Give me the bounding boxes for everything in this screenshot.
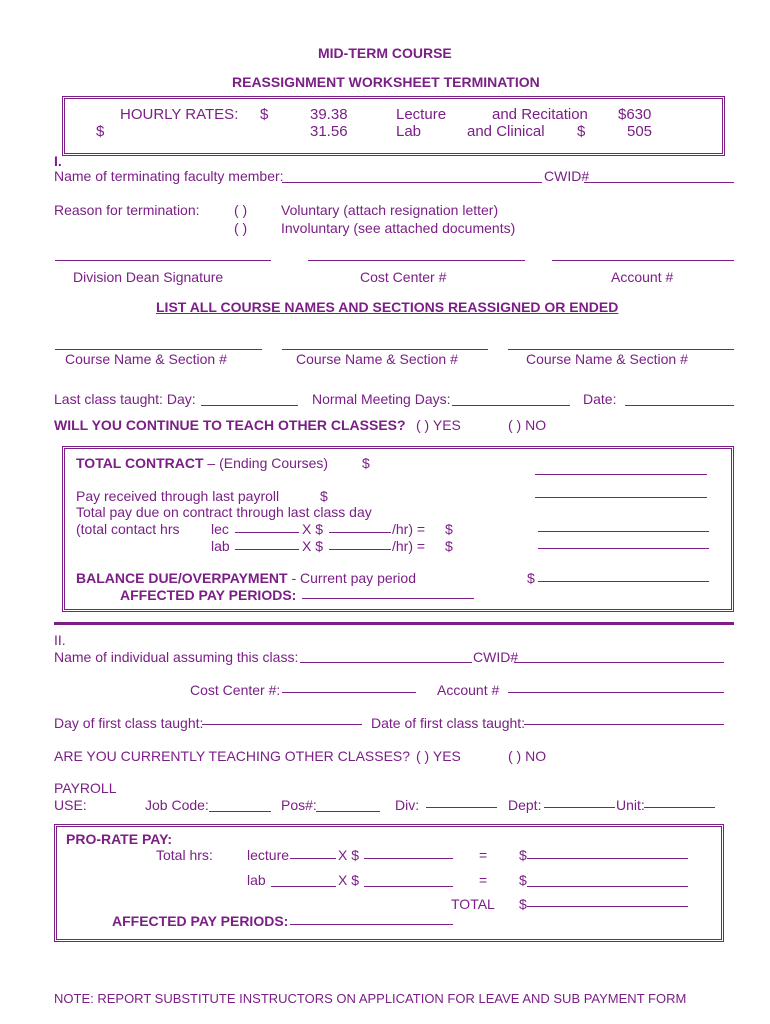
and-recitation-label: and Recitation — [492, 106, 588, 123]
hourly-rates-label: HOURLY RATES: — [120, 106, 239, 123]
date-label: Date: — [583, 391, 617, 407]
prorate-lecture-x-dollar: X $ — [338, 847, 360, 863]
reason-label: Reason for termination: — [54, 202, 200, 218]
cwid-field-2[interactable] — [514, 662, 724, 663]
prorate-lab-equals: = — [479, 872, 488, 888]
prorate-lecture-label: lecture — [247, 847, 290, 863]
lab-per-hr: /hr) = — [392, 538, 426, 554]
prorate-title: PRO-RATE PAY: — [66, 831, 173, 847]
prorate-lab-rate-field[interactable] — [364, 886, 453, 887]
unit-label: Unit: — [616, 797, 645, 813]
current-pay-period-label: - Current pay period — [287, 570, 416, 586]
prorate-lecture-rate-field[interactable] — [364, 858, 453, 859]
currently-yes-option[interactable]: ( ) YES — [416, 748, 461, 764]
hourly-rates-box — [62, 96, 725, 156]
prorate-lecture-hours-field[interactable] — [290, 858, 336, 859]
total-contact-hrs-label: (total contact hrs — [76, 521, 180, 537]
lab-label: Lab — [396, 123, 422, 140]
last-class-day-label: Last class taught: Day: — [54, 391, 196, 407]
course-1-field[interactable] — [55, 349, 262, 350]
total-contract-label: TOTAL CONTRACT — [76, 455, 204, 471]
lab-hours-field[interactable] — [235, 549, 299, 550]
involuntary-checkbox[interactable]: ( ) — [234, 220, 248, 236]
prorate-lab-hours-field[interactable] — [271, 886, 336, 887]
course-2-label: Course Name & Section # — [296, 351, 458, 367]
balance-field[interactable] — [538, 581, 709, 582]
normal-meeting-days-label: Normal Meeting Days: — [312, 391, 451, 407]
affected-pay-periods-label: AFFECTED PAY PERIODS: — [120, 587, 297, 603]
lab-label: lab — [211, 538, 230, 554]
currently-no-option[interactable]: ( ) NO — [508, 748, 547, 764]
account-label-2: Account # — [437, 682, 500, 698]
account-label: Account # — [611, 269, 674, 285]
cost-center-field[interactable] — [308, 260, 525, 261]
pay-received-field[interactable] — [535, 497, 707, 498]
cwid-field[interactable] — [584, 182, 734, 183]
cwid-label-2: CWID# — [473, 649, 519, 665]
pay-received-label: Pay received through last payroll — [76, 488, 280, 504]
total-contract-row — [76, 456, 328, 470]
course-2-field[interactable] — [282, 349, 488, 350]
continue-no-option[interactable]: ( ) NO — [508, 417, 547, 433]
title-line-1: MID-TERM COURSE — [318, 45, 452, 61]
clinical-dollar-sign: $ — [577, 123, 586, 140]
prorate-lecture-amount-field[interactable] — [527, 858, 688, 859]
balance-dollar: $ — [527, 570, 535, 586]
dept-field[interactable] — [544, 807, 615, 808]
account-field[interactable] — [552, 260, 734, 261]
balance-due-label: BALANCE DUE/OVERPAYMENT — [76, 570, 288, 586]
first-class-date-label: Date of first class taught: — [371, 715, 526, 731]
lab-rate: 31.56 — [310, 123, 348, 140]
and-clinical-label: and Clinical — [467, 123, 545, 140]
pay-received-dollar: $ — [320, 488, 328, 504]
footer-note: NOTE: REPORT SUBSTITUTE INSTRUCTORS ON APPLICATION FOR LEAVE AND SUB PAYMENT FORM — [54, 991, 687, 1006]
lab-amount-field[interactable] — [538, 548, 709, 549]
use-label: USE: — [54, 797, 87, 813]
prorate-lab-dollar: $ — [519, 872, 527, 888]
prorate-total-dollar: $ — [519, 896, 527, 912]
lab-x-dollar: X $ — [302, 538, 324, 554]
prorate-affected-field[interactable] — [290, 924, 453, 925]
date-field[interactable] — [625, 405, 734, 406]
title-line-2: REASSIGNMENT WORKSHEET TERMINATION — [232, 74, 540, 90]
job-code-field[interactable] — [209, 811, 271, 812]
prorate-total-label: TOTAL — [451, 896, 495, 912]
recitation-amount: $630 — [618, 106, 652, 123]
total-contract-field[interactable] — [535, 474, 707, 475]
lec-label: lec — [211, 521, 229, 537]
first-class-day-field[interactable] — [202, 724, 362, 725]
cost-center-field-2[interactable] — [282, 692, 416, 693]
faculty-name-field[interactable] — [282, 182, 542, 183]
lec-per-hr: /hr) = — [392, 521, 426, 537]
first-class-date-field[interactable] — [524, 724, 724, 725]
cwid-label: CWID# — [544, 168, 590, 184]
course-list-heading: LIST ALL COURSE NAMES AND SECTIONS REASSIGNED OR ENDED — [156, 299, 619, 315]
lab-rate-field[interactable] — [329, 549, 391, 550]
lec-hours-field[interactable] — [235, 532, 299, 533]
normal-meeting-days-field[interactable] — [452, 405, 570, 406]
dept-label: Dept: — [508, 797, 542, 813]
prorate-lab-x-dollar: X $ — [338, 872, 360, 888]
assuming-name-field[interactable] — [300, 662, 472, 663]
involuntary-label: Involuntary (see attached documents) — [281, 220, 516, 236]
rate-dollar-sign-2: $ — [96, 123, 105, 140]
total-hrs-label: Total hrs: — [156, 847, 213, 863]
course-1-label: Course Name & Section # — [65, 351, 227, 367]
lec-rate-field[interactable] — [329, 532, 391, 533]
lec-dollar: $ — [445, 521, 453, 537]
job-code-label: Job Code: — [145, 797, 209, 813]
lec-amount-field[interactable] — [538, 531, 709, 532]
section-2-marker: II. — [54, 632, 66, 648]
balance-row — [76, 571, 416, 585]
account-field-2[interactable] — [508, 692, 724, 693]
voluntary-checkbox[interactable]: ( ) — [234, 202, 248, 218]
unit-field[interactable] — [644, 807, 715, 808]
dean-signature-field[interactable] — [55, 260, 271, 261]
section-divider — [54, 622, 734, 625]
pos-field[interactable] — [316, 811, 380, 812]
first-class-day-label: Day of first class taught: — [54, 715, 204, 731]
lec-x-dollar: X $ — [302, 521, 324, 537]
payroll-label: PAYROLL — [54, 780, 117, 796]
dean-signature-label: Division Dean Signature — [73, 269, 224, 285]
lab-dollar: $ — [445, 538, 453, 554]
prorate-total-field[interactable] — [527, 906, 688, 907]
lecture-label: Lecture — [396, 106, 447, 123]
course-3-field[interactable] — [508, 349, 734, 350]
prorate-lab-label: lab — [247, 872, 266, 888]
rate-dollar-sign: $ — [260, 106, 269, 123]
voluntary-label: Voluntary (attach resignation letter) — [281, 202, 499, 218]
prorate-affected-label: AFFECTED PAY PERIODS: — [112, 913, 289, 929]
prorate-lecture-dollar: $ — [519, 847, 527, 863]
cost-center-label-2: Cost Center #: — [190, 682, 281, 698]
lecture-rate: 39.38 — [310, 106, 348, 123]
section-1-marker: I. — [54, 153, 62, 169]
prorate-lab-amount-field[interactable] — [527, 886, 688, 887]
prorate-lecture-equals: = — [479, 847, 488, 863]
assuming-name-label: Name of individual assuming this class: — [54, 649, 299, 665]
course-3-label: Course Name & Section # — [526, 351, 688, 367]
total-pay-due-label: Total pay due on contract through last class day — [76, 504, 372, 520]
continue-yes-option[interactable]: ( ) YES — [416, 417, 461, 433]
continue-teaching-question: WILL YOU CONTINUE TO TEACH OTHER CLASSES? — [54, 417, 406, 433]
last-class-day-field[interactable] — [201, 405, 298, 406]
pos-label: Pos#: — [281, 797, 317, 813]
div-label: Div: — [395, 797, 420, 813]
clinical-amount: 505 — [627, 123, 653, 140]
total-contract-dollar: $ — [362, 455, 370, 471]
currently-teaching-question: ARE YOU CURRENTLY TEACHING OTHER CLASSES? — [54, 748, 411, 764]
faculty-name-label: Name of terminating faculty member: — [54, 168, 284, 184]
cost-center-label: Cost Center # — [360, 269, 447, 285]
ending-courses-label: – (Ending Courses) — [203, 455, 329, 471]
div-field[interactable] — [426, 807, 497, 808]
affected-pay-periods-field[interactable] — [302, 598, 474, 599]
